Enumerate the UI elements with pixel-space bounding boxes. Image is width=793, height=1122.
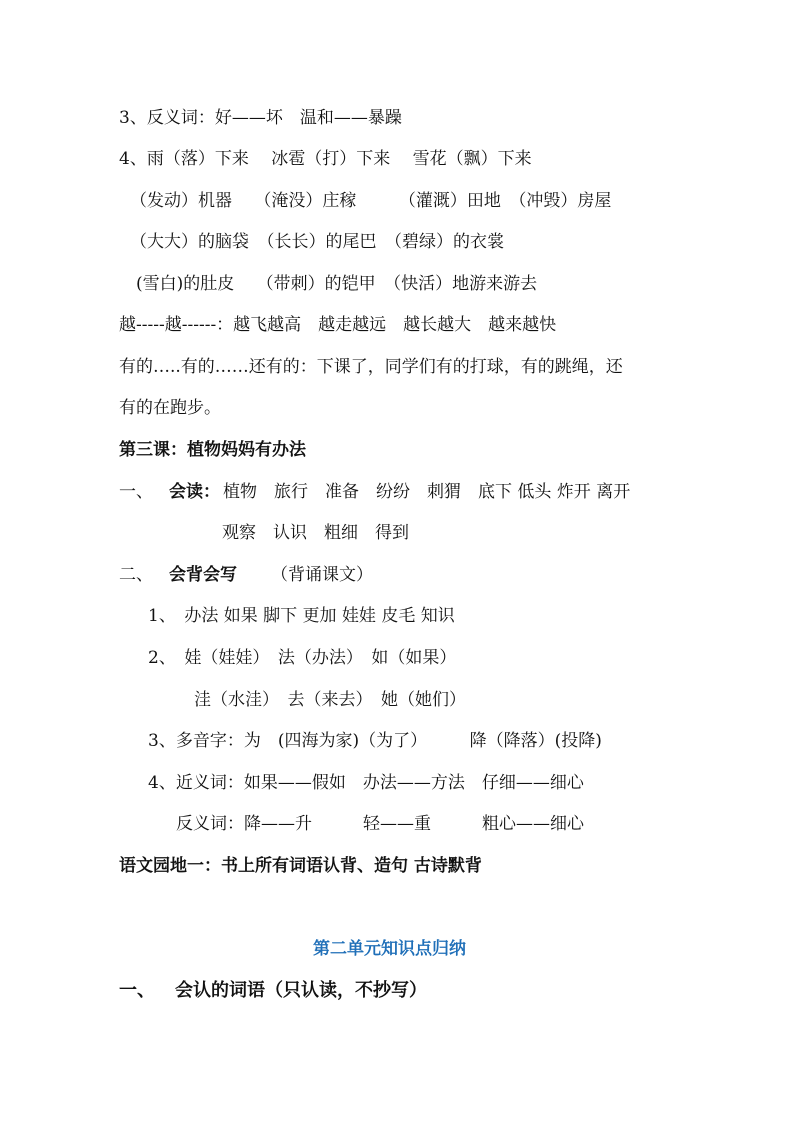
- recite-write-label: 会背会写: [169, 565, 237, 585]
- unit-two-heading: 第二单元知识点归纳: [313, 939, 466, 959]
- synonym-line: 4、近义词：如果——假如 办法——方法 仔细——细心: [148, 773, 584, 793]
- phrase-line-adjectives: （大大）的脑袋 （长长）的尾巴 （碧绿）的衣裳: [130, 232, 504, 252]
- recite-write-row: [119, 563, 619, 587]
- polyphone-line: 3、多音字：为 (四海为家)（为了） 降（降落）(投降): [148, 731, 602, 751]
- recite-note: （背诵课文）: [271, 565, 373, 585]
- antonym-line-2: 反义词：降——升 轻——重 粗心——细心: [176, 814, 584, 834]
- word-group-line-1: 2、 娃（娃娃） 法（办法） 如（如果）: [148, 648, 457, 668]
- read-words-cont: 观察 认识 粗细 得到: [222, 523, 409, 543]
- pattern-line-youde: 有的…..有的……还有的：下课了，同学们有的打球，有的跳绳，还: [119, 357, 623, 377]
- phrase-line-falling: 4、雨（落）下来 冰雹（打）下来 雪花（飘）下来: [119, 149, 532, 169]
- read-words-row: [119, 480, 719, 504]
- garden-one-line: 语文园地一：书上所有词语认背、造句 古诗默背: [119, 856, 482, 876]
- section-number: 一、: [119, 482, 153, 502]
- read-label: 会读：: [169, 482, 220, 502]
- word-group-line-2: 洼（水洼） 去（来去） 她（她们）: [194, 690, 466, 710]
- lesson-three-title: 第三课：植物妈妈有办法: [119, 440, 306, 460]
- pattern-line-youde-cont: 有的在跑步。: [119, 398, 221, 418]
- phrase-line-verbs: （发动）机器 （淹没）庄稼 （灌溉）田地 （冲毁）房屋: [130, 191, 612, 211]
- section-number: 二、: [119, 565, 153, 585]
- antonym-line: 3、反义词：好——坏 温和——暴躁: [119, 108, 402, 128]
- phrase-line-belly: (雪白)的肚皮 （带刺）的铠甲 （快活）地游来游去: [136, 274, 538, 294]
- read-words: 植物 旅行 准备 纷纷 刺猬 底下 低头 炸开 离开: [223, 482, 631, 502]
- recognize-words-text: 会认的词语（只认读，不抄写）: [175, 980, 427, 1001]
- section-number: 一、: [119, 980, 155, 1001]
- pattern-line-yue: 越-----越------：越飞越高 越走越远 越长越大 越来越快: [119, 315, 557, 335]
- recognize-words-heading: [119, 979, 619, 1005]
- write-words-list: 1、 办法 如果 脚下 更加 娃娃 皮毛 知识: [148, 606, 455, 626]
